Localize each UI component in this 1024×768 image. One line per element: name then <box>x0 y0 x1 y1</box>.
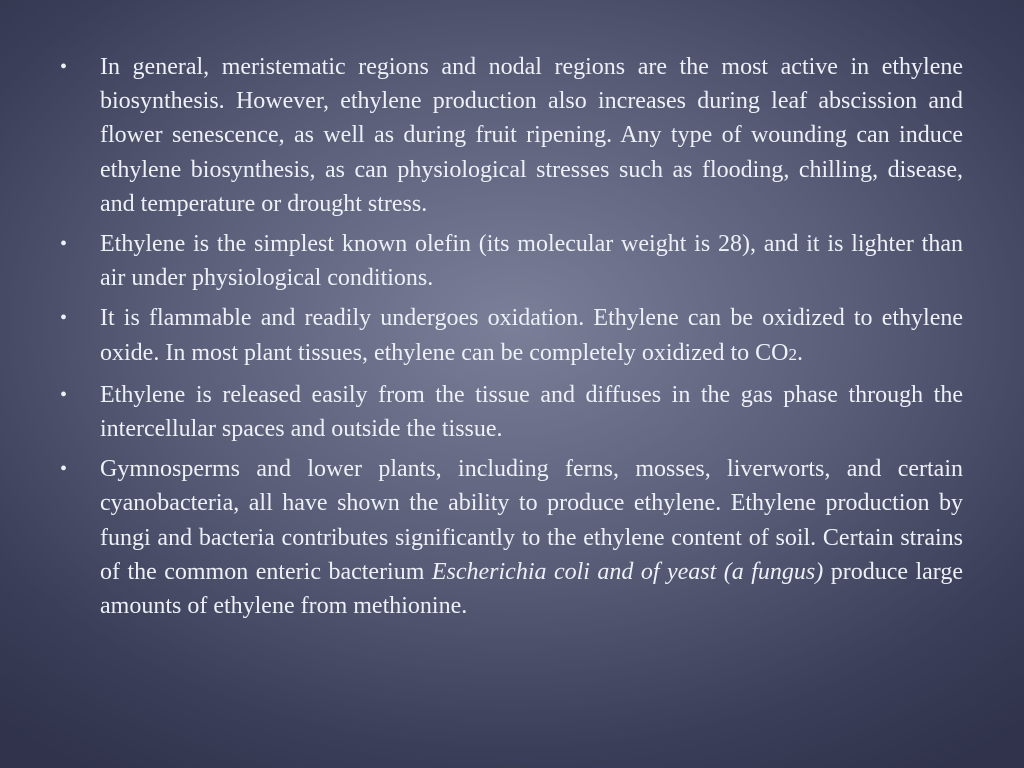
bullet-item-diffusion <box>60 378 963 446</box>
bullet-marker: • <box>60 307 68 330</box>
bullet-item-olefin <box>60 227 963 295</box>
bullet-text-end: produce large amounts of ethylene from methionine. <box>100 558 964 620</box>
bullet-list <box>60 50 963 629</box>
bullet-text: Ethylene is the simplest known olefin (its molecular weight is 28), and it is lighter than air under physiological conditions. <box>100 231 963 292</box>
bullet-marker: • <box>60 233 68 256</box>
bullet-text: Ethylene is released easily from the tissue and diffuses in the gas phase through the intercellular spaces and outside the tissue. <box>100 381 963 443</box>
bullet-text: Gymnosperms and lower plants, including ferns, mosses, liverworts, and certain cyanobacteria, all have shown the ability to produce ethylene. Ethylene production by fungi and bacteria contributes significantly to the ethylene content of soil. Certain strains of the common enteric bacterium <box>100 456 963 585</box>
bullet-item-meristematic <box>60 50 963 221</box>
co2-subscript: 2 <box>788 344 798 364</box>
bullet-item-gymnosperms <box>60 452 963 623</box>
bullet-marker: • <box>60 458 68 481</box>
bullet-marker: • <box>60 56 68 78</box>
bullet-text: It is flammable and readily undergoes oxidation. Ethylene can be oxidized to ethylene oxide. In most plant tissues, ethylene can be completely oxidized to CO <box>100 305 963 366</box>
bullet-text: In general, meristematic regions and nodal regions are the most active in ethylene biosynthesis. However, ethylene production also increases during leaf abscission and flower senescence, as well as during fruit ripening. Any type of wounding can induce ethylene biosynthesis, as can physiological stresses such as flooding, chilling, disease, and temperature or drought stress. <box>100 54 963 217</box>
bullet-marker: • <box>60 383 68 406</box>
bullet-item-oxidation <box>60 301 963 371</box>
bullet-text-end: . <box>797 339 804 366</box>
species-italic: Escherichia coli and of yeast (a fungus) <box>431 558 824 585</box>
